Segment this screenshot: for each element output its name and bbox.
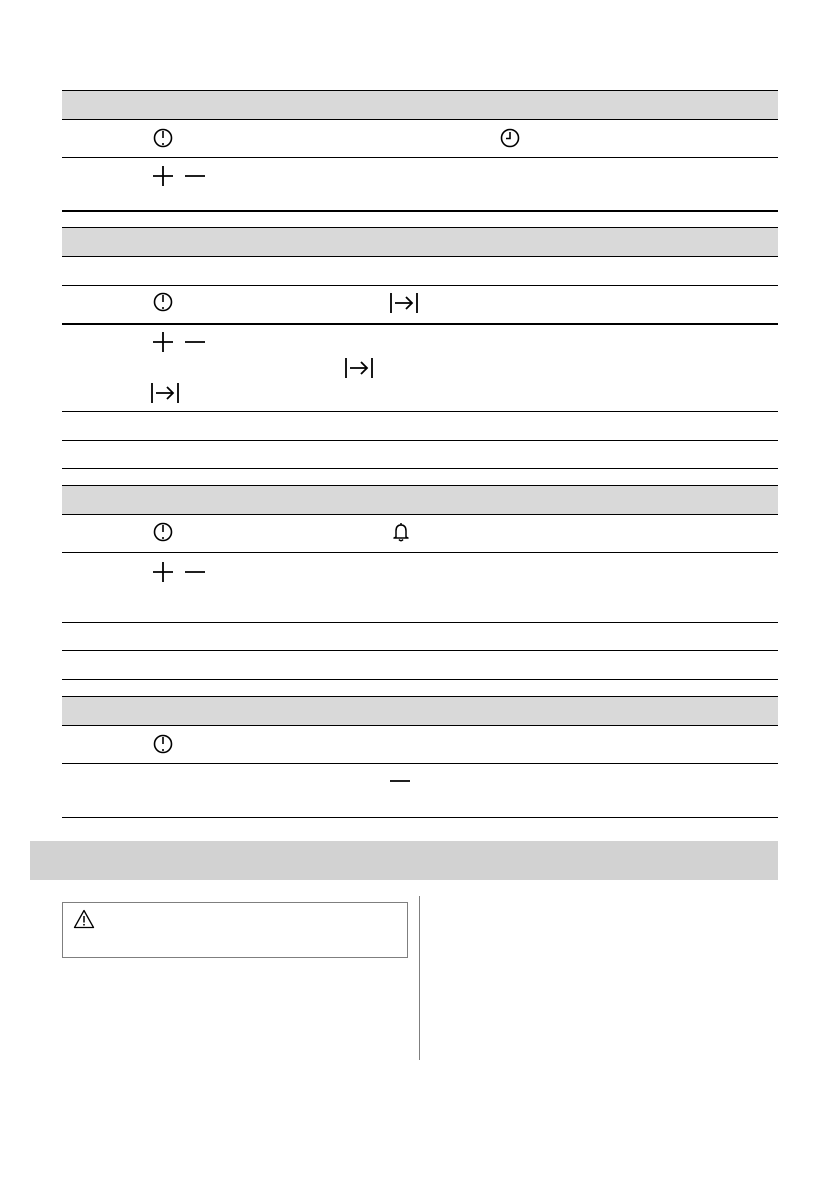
minus-icon [184,331,206,353]
table-row [62,257,778,286]
bell-icon [391,522,411,542]
plus-icon [152,165,174,187]
table-header-3 [62,485,778,515]
column-divider [419,896,420,1060]
plus-icon [152,331,174,353]
table-section-3 [62,485,778,680]
table-section-2 [62,227,778,469]
timer-clock-icon [153,128,173,148]
table-row [62,286,778,324]
instruction-tables [62,90,778,818]
table-row [62,324,778,412]
minus-icon [184,561,206,583]
table-row [62,623,778,651]
plus-icon [152,561,174,583]
timer-clock-icon [153,292,173,312]
table-header-4 [62,696,778,726]
minus-icon [389,770,411,792]
clock-icon [500,128,520,148]
table-row [62,158,778,212]
table-row [62,441,778,469]
arrow-to-end-icon [344,357,374,379]
timer-clock-icon [153,734,173,754]
table-row [62,726,778,764]
warning-box [62,902,408,958]
table-section-4 [62,696,778,818]
table-row [62,651,778,680]
table-header-1 [62,90,778,120]
table-row [62,412,778,441]
arrow-to-end-icon [150,382,180,404]
table-section-1 [62,90,778,212]
section-heading-bar [30,841,778,880]
table-header-2 [62,227,778,257]
table-row [62,553,778,623]
arrow-to-end-icon [389,292,419,314]
minus-icon [184,165,206,187]
table-row [62,120,778,158]
timer-clock-icon [153,522,173,542]
warning-triangle-icon [73,909,95,929]
table-row [62,764,778,818]
table-row [62,515,778,553]
